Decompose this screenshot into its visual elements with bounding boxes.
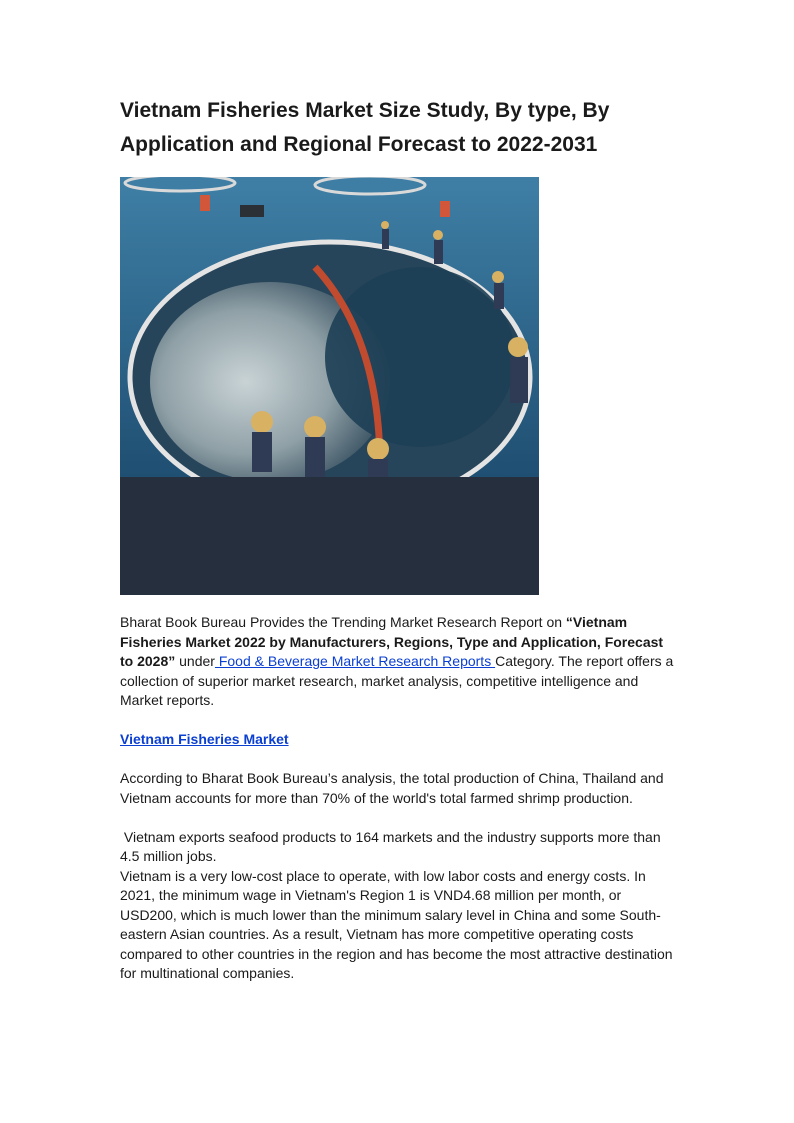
page-title: Vietnam Fisheries Market Size Study, By type, By Application and Regional Forecast to 2022-2031 [120,99,610,156]
category-link[interactable]: Food & Beverage Market Research Reports [214,653,496,669]
report-name: “Vietnam Fisheries Market 2022 by Manufacturers, Regions, Type and Application, Forecast to 2028” [120,614,664,669]
article-body [120,613,680,984]
intro-paragraph [120,613,680,711]
market-link-paragraph [120,730,680,750]
intro-text: Bharat Book Bureau Provides the Trending Market Research Report on [120,614,566,630]
report-cover-image [120,177,539,595]
market-link[interactable]: Vietnam Fisheries Market [120,731,289,747]
costs-paragraph: Vietnam is a very low-cost place to operate, with low labor costs and energy costs. In 2021, the minimum wage in Vietnam's Region 1 is VND4.68 million per month, or USD200, which is much lower than the minimum salary level in China and some South-eastern Asian countries. As a result, Vietnam has more competitive operating costs compared to other countries in the region and has become the most attractive destination for multinational companies. [120,867,673,981]
analysis-paragraph: According to Bharat Book Bureau’s analysis, the total production of China, Thailand and Vietnam accounts for more than 70% of the world's total farmed shrimp production. [120,770,664,806]
intro-under-text: under [175,653,215,669]
fish-farm-photo [120,177,539,595]
intro-after-text: Category. The report offers a collection of superior market research, market analysis, competitive intelligence and Market reports. [120,653,674,708]
exports-paragraph: Vietnam exports seafood products to 164 markets and the industry supports more than 4.5 million jobs. [120,828,665,864]
